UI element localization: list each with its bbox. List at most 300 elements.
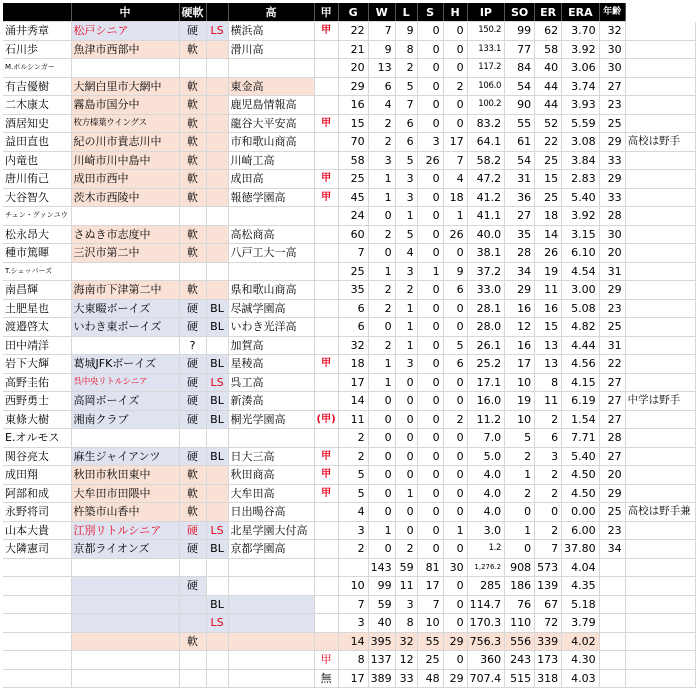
stat-er: 25 — [535, 188, 562, 207]
ball-type: 軟 — [179, 40, 206, 59]
stat-l: 4 — [395, 244, 417, 263]
stat-so: 515 — [505, 669, 535, 688]
stat-s: 0 — [417, 40, 443, 59]
koshien-mark — [314, 262, 338, 281]
stat-so: 19 — [505, 392, 535, 411]
note — [625, 281, 695, 300]
summary-league-type — [206, 577, 228, 596]
table-row — [3, 373, 695, 392]
stat-h: 17 — [443, 133, 467, 152]
high-school: 日大三高 — [228, 447, 314, 466]
player-name: 阿部和成 — [3, 484, 71, 503]
stat-l: 0 — [395, 503, 417, 522]
summary-league-type: LS — [206, 614, 228, 633]
summary-spacer — [599, 577, 625, 596]
stat-s: 30 — [443, 558, 467, 577]
high-school — [228, 262, 314, 281]
summary-koshien — [314, 614, 338, 633]
stat-l: 0 — [395, 373, 417, 392]
stat-s: 0 — [443, 595, 467, 614]
summary-spacer — [228, 614, 314, 633]
middle-school: 大東畷ボーイズ — [71, 299, 179, 318]
stat-w: 2 — [368, 114, 395, 133]
stat-s: 0 — [417, 22, 443, 41]
stat-so: 36 — [505, 188, 535, 207]
summary-spacer — [228, 577, 314, 596]
koshien-mark — [314, 429, 338, 448]
league-type — [206, 466, 228, 485]
stat-era: 3.15 — [562, 225, 600, 244]
stat-s: 0 — [417, 299, 443, 318]
stat-era: 5.08 — [562, 299, 600, 318]
league-type — [206, 429, 228, 448]
stat-h: 26 — [443, 225, 467, 244]
stat-er: 6 — [535, 429, 562, 448]
stat-w: 0 — [368, 429, 395, 448]
stat-h: 1 — [443, 521, 467, 540]
stat-s: 0 — [417, 429, 443, 448]
stat-so: 1 — [505, 521, 535, 540]
stat-so: 90 — [505, 96, 535, 115]
stat-era: 3.92 — [562, 207, 600, 226]
ball-type: 軟 — [179, 96, 206, 115]
league-type — [206, 503, 228, 522]
stat-w: 59 — [395, 558, 417, 577]
league-type: LS — [206, 22, 228, 41]
table-row — [3, 299, 695, 318]
stat-h: 4 — [443, 170, 467, 189]
summary-spacer — [228, 595, 314, 614]
player-name: 渡邉啓太 — [3, 318, 71, 337]
summary-spacer — [228, 669, 314, 688]
stat-g: 29 — [338, 77, 368, 96]
middle-school — [71, 59, 179, 78]
middle-school: 高岡ボーイズ — [71, 392, 179, 411]
stat-g: 60 — [338, 225, 368, 244]
stat-h: 6 — [443, 355, 467, 374]
stat-ip: 360 — [467, 651, 505, 670]
stat-so: 2 — [505, 447, 535, 466]
koshien-mark — [314, 96, 338, 115]
ball-type: 軟 — [179, 114, 206, 133]
stat-era: 0.00 — [562, 503, 600, 522]
ball-type: 軟 — [179, 503, 206, 522]
summary-spacer — [599, 669, 625, 688]
note — [625, 77, 695, 96]
high-school: 龍谷大平安高 — [228, 114, 314, 133]
table-row — [3, 114, 695, 133]
league-type: LS — [206, 373, 228, 392]
summary-row — [3, 577, 695, 596]
koshien-mark — [314, 207, 338, 226]
stat-ip: 26.1 — [467, 336, 505, 355]
player-name: 成田翔 — [3, 466, 71, 485]
stat-l: 1 — [395, 207, 417, 226]
stat-ip: 4.0 — [467, 466, 505, 485]
table-row — [3, 207, 695, 226]
stat-ip: 33.0 — [467, 281, 505, 300]
table-row — [3, 503, 695, 522]
koshien-mark — [314, 225, 338, 244]
league-type — [206, 225, 228, 244]
stat-so: 35 — [505, 225, 535, 244]
stat-s: 0 — [417, 521, 443, 540]
player-name: 土肥星也 — [3, 299, 71, 318]
ball-type: 軟 — [179, 133, 206, 152]
note — [625, 225, 695, 244]
table-row — [3, 484, 695, 503]
stat-l: 3 — [395, 355, 417, 374]
pitcher-table — [3, 3, 696, 688]
summary-row — [3, 669, 695, 688]
player-age: 20 — [599, 244, 625, 263]
stat-so: 99 — [505, 22, 535, 41]
stat-ip: 707.4 — [467, 669, 505, 688]
stat-er: 14 — [535, 225, 562, 244]
ball-type — [179, 262, 206, 281]
table-row — [3, 170, 695, 189]
stat-g: 5 — [338, 466, 368, 485]
league-type — [206, 170, 228, 189]
stat-era: 3.08 — [562, 133, 600, 152]
header-cell: W — [368, 3, 395, 22]
header-cell: ER — [535, 3, 562, 22]
stat-er: 139 — [535, 577, 562, 596]
stat-s: 0 — [443, 577, 467, 596]
high-school: 北星学園大付高 — [228, 521, 314, 540]
stat-l: 3 — [395, 170, 417, 189]
high-school: 横浜高 — [228, 22, 314, 41]
high-school: 成田高 — [228, 170, 314, 189]
summary-spacer — [3, 577, 71, 596]
stat-h: 1 — [443, 207, 467, 226]
stat-ip: 38.1 — [467, 244, 505, 263]
high-school: 日出暘谷高 — [228, 503, 314, 522]
player-age: 30 — [599, 59, 625, 78]
stat-h: 18 — [443, 188, 467, 207]
note — [625, 299, 695, 318]
stat-g: 14 — [338, 392, 368, 411]
stat-h: 6 — [443, 281, 467, 300]
high-school: 尽誠学園高 — [228, 299, 314, 318]
stat-era: 4.50 — [562, 484, 600, 503]
koshien-mark: 甲 — [314, 355, 338, 374]
table-row — [3, 392, 695, 411]
stat-g: 143 — [368, 558, 395, 577]
player-age: 27 — [599, 77, 625, 96]
table-row — [3, 336, 695, 355]
koshien-mark — [314, 392, 338, 411]
stat-er: 339 — [535, 632, 562, 651]
stat-w: 11 — [395, 577, 417, 596]
league-type: BL — [206, 447, 228, 466]
stat-l: 48 — [417, 669, 443, 688]
league-type — [206, 133, 228, 152]
table-row — [3, 355, 695, 374]
table-row — [3, 59, 695, 78]
player-name: 大隣憲司 — [3, 540, 71, 559]
stat-h: 0 — [443, 244, 467, 263]
table-row — [3, 466, 695, 485]
note — [625, 207, 695, 226]
stat-era: 4.50 — [562, 466, 600, 485]
stat-ip: 150.2 — [467, 22, 505, 41]
middle-school: 湘南クラブ — [71, 410, 179, 429]
summary-spacer — [71, 558, 179, 577]
ball-type: 軟 — [179, 466, 206, 485]
stat-g: 45 — [338, 188, 368, 207]
stat-s: 0 — [417, 355, 443, 374]
player-age: 34 — [599, 540, 625, 559]
note — [625, 244, 695, 263]
ball-type: 軟 — [179, 281, 206, 300]
stat-g: 4 — [338, 503, 368, 522]
stat-s: 0 — [417, 484, 443, 503]
koshien-mark — [314, 133, 338, 152]
player-age: 33 — [599, 151, 625, 170]
summary-spacer — [71, 614, 179, 633]
ball-type: 軟 — [179, 244, 206, 263]
stat-l: 9 — [395, 22, 417, 41]
stat-er: 13 — [535, 336, 562, 355]
stat-er: 3 — [535, 447, 562, 466]
stat-g: 59 — [368, 595, 395, 614]
league-type: BL — [206, 318, 228, 337]
player-age: 23 — [599, 96, 625, 115]
stat-er: 62 — [535, 22, 562, 41]
note — [625, 410, 695, 429]
player-age: 28 — [599, 207, 625, 226]
league-type — [206, 207, 228, 226]
middle-school: 呉中央リトルシニア — [71, 373, 179, 392]
league-type — [206, 96, 228, 115]
summary-spacer — [3, 558, 71, 577]
stat-era: 3.06 — [562, 59, 600, 78]
summary-spacer — [625, 651, 695, 670]
stat-w: 0 — [368, 484, 395, 503]
stat-ip: 17.1 — [467, 373, 505, 392]
stat-s: 26 — [417, 151, 443, 170]
stat-er: 25 — [535, 151, 562, 170]
stat-h: 2 — [443, 410, 467, 429]
high-school: 東金高 — [228, 77, 314, 96]
middle-school: 川崎市川中島中 — [71, 151, 179, 170]
player-age: 28 — [599, 429, 625, 448]
league-type: BL — [206, 540, 228, 559]
ball-type — [179, 207, 206, 226]
stat-g: 11 — [338, 410, 368, 429]
stat-er: 318 — [535, 669, 562, 688]
stat-er: 44 — [535, 96, 562, 115]
stat-so: 84 — [505, 59, 535, 78]
player-age: 29 — [599, 170, 625, 189]
table-row — [3, 447, 695, 466]
stat-h: 0 — [443, 503, 467, 522]
stat-g: 25 — [338, 262, 368, 281]
stat-g: 40 — [368, 614, 395, 633]
note — [625, 96, 695, 115]
stat-so: 27 — [505, 207, 535, 226]
stat-l: 8 — [395, 40, 417, 59]
stat-l: 25 — [417, 651, 443, 670]
stat-era: 4.54 — [562, 262, 600, 281]
summary-ball-type — [179, 669, 206, 688]
stat-er: 13 — [535, 355, 562, 374]
stat-so: 12 — [505, 318, 535, 337]
league-type — [206, 40, 228, 59]
player-name: 益田直也 — [3, 133, 71, 152]
note: 高校は野手兼 — [625, 503, 695, 522]
stat-w: 3 — [368, 151, 395, 170]
stat-w: 12 — [395, 651, 417, 670]
stat-w: 2 — [368, 336, 395, 355]
stat-g: 137 — [368, 651, 395, 670]
player-name: 唐川侑己 — [3, 170, 71, 189]
stat-g: 24 — [338, 207, 368, 226]
stat-h: 0 — [443, 392, 467, 411]
stat-so: 110 — [505, 614, 535, 633]
ball-type: 軟 — [179, 151, 206, 170]
stat-era: 5.59 — [562, 114, 600, 133]
stat-ip: 47.2 — [467, 170, 505, 189]
ball-type: 硬 — [179, 540, 206, 559]
summary-spacer — [71, 595, 179, 614]
stat-h: 0 — [443, 40, 467, 59]
summary-count: 3 — [338, 614, 368, 633]
stat-so: 54 — [505, 151, 535, 170]
note — [625, 59, 695, 78]
middle-school — [71, 262, 179, 281]
stat-ip: 114.7 — [467, 595, 505, 614]
stat-era: 5.40 — [562, 447, 600, 466]
stat-era: 4.03 — [562, 669, 600, 688]
summary-row — [3, 558, 695, 577]
table-row — [3, 188, 695, 207]
summary-spacer — [599, 558, 625, 577]
player-name: 内竜也 — [3, 151, 71, 170]
stat-era: 6.10 — [562, 244, 600, 263]
header-cell: 甲 — [314, 3, 338, 22]
koshien-mark — [314, 318, 338, 337]
note — [625, 484, 695, 503]
summary-spacer — [3, 614, 71, 633]
koshien-mark — [314, 336, 338, 355]
stat-so: 556 — [505, 632, 535, 651]
stat-ip: 41.2 — [467, 188, 505, 207]
summary-ball-type: 軟 — [179, 632, 206, 651]
stat-s: 0 — [417, 207, 443, 226]
stat-g: 25 — [338, 170, 368, 189]
stat-w: 2 — [368, 299, 395, 318]
stat-so: 10 — [505, 410, 535, 429]
table-row — [3, 318, 695, 337]
stat-era: 3.93 — [562, 96, 600, 115]
stat-ip: 117.2 — [467, 59, 505, 78]
ball-type: 軟 — [179, 188, 206, 207]
summary-koshien: 甲 — [314, 651, 338, 670]
player-age: 27 — [599, 447, 625, 466]
summary-league-type — [206, 651, 228, 670]
summary-spacer — [599, 595, 625, 614]
stat-l: 0 — [395, 466, 417, 485]
player-name: 西野勇士 — [3, 392, 71, 411]
stat-l: 55 — [417, 632, 443, 651]
summary-koshien: 無 — [314, 669, 338, 688]
player-name: 高野圭佑 — [3, 373, 71, 392]
stat-w: 1 — [368, 355, 395, 374]
league-type — [206, 77, 228, 96]
summary-count: 8 — [338, 651, 368, 670]
high-school: いわき光洋高 — [228, 318, 314, 337]
stat-h: 0 — [443, 373, 467, 392]
stat-l: 0 — [395, 410, 417, 429]
stat-g: 6 — [338, 299, 368, 318]
stat-h: 5 — [443, 336, 467, 355]
stat-ip: 100.2 — [467, 96, 505, 115]
player-age: 20 — [599, 466, 625, 485]
stat-era: 37.80 — [562, 540, 600, 559]
stat-so: 29 — [505, 281, 535, 300]
stat-h: 0 — [443, 299, 467, 318]
middle-school: 杵築市山香中 — [71, 503, 179, 522]
stat-so: 10 — [505, 373, 535, 392]
koshien-mark: 甲 — [314, 114, 338, 133]
stat-ip: 41.1 — [467, 207, 505, 226]
stat-l: 0 — [395, 429, 417, 448]
summary-count — [338, 558, 368, 577]
player-age: 31 — [599, 336, 625, 355]
stat-er: 40 — [535, 59, 562, 78]
note — [625, 466, 695, 485]
league-type: LS — [206, 521, 228, 540]
middle-school: 成田市西中 — [71, 170, 179, 189]
player-name: 山本大貴 — [3, 521, 71, 540]
table-row — [3, 521, 695, 540]
player-age: 29 — [599, 281, 625, 300]
stat-l: 0 — [395, 392, 417, 411]
summary-ball-type: 硬 — [179, 577, 206, 596]
header-cell: 年齢 — [599, 3, 625, 22]
stat-er: 52 — [535, 114, 562, 133]
high-school: 鹿児島情報高 — [228, 96, 314, 115]
league-type: BL — [206, 355, 228, 374]
stat-w: 1 — [368, 262, 395, 281]
player-name: T.シェッパーズ — [3, 262, 71, 281]
koshien-mark — [314, 373, 338, 392]
player-age: 27 — [599, 392, 625, 411]
stat-s: 0 — [417, 466, 443, 485]
stat-er: 26 — [535, 244, 562, 263]
stat-h: 0 — [443, 22, 467, 41]
header-spacer — [625, 3, 695, 22]
stat-l: 10 — [417, 614, 443, 633]
middle-school: 枚方榛葉ウイングス — [71, 114, 179, 133]
koshien-mark — [314, 299, 338, 318]
koshien-mark: 甲 — [314, 447, 338, 466]
stat-er: 8 — [535, 373, 562, 392]
stat-ip: 64.1 — [467, 133, 505, 152]
player-name: 二木康太 — [3, 96, 71, 115]
summary-spacer — [599, 632, 625, 651]
high-school: 県和歌山商高 — [228, 281, 314, 300]
league-type — [206, 59, 228, 78]
header-cell — [3, 3, 71, 22]
stat-ip: 7.0 — [467, 429, 505, 448]
summary-spacer — [71, 651, 179, 670]
stat-so: 5 — [505, 429, 535, 448]
summary-row — [3, 651, 695, 670]
summary-spacer — [71, 669, 179, 688]
